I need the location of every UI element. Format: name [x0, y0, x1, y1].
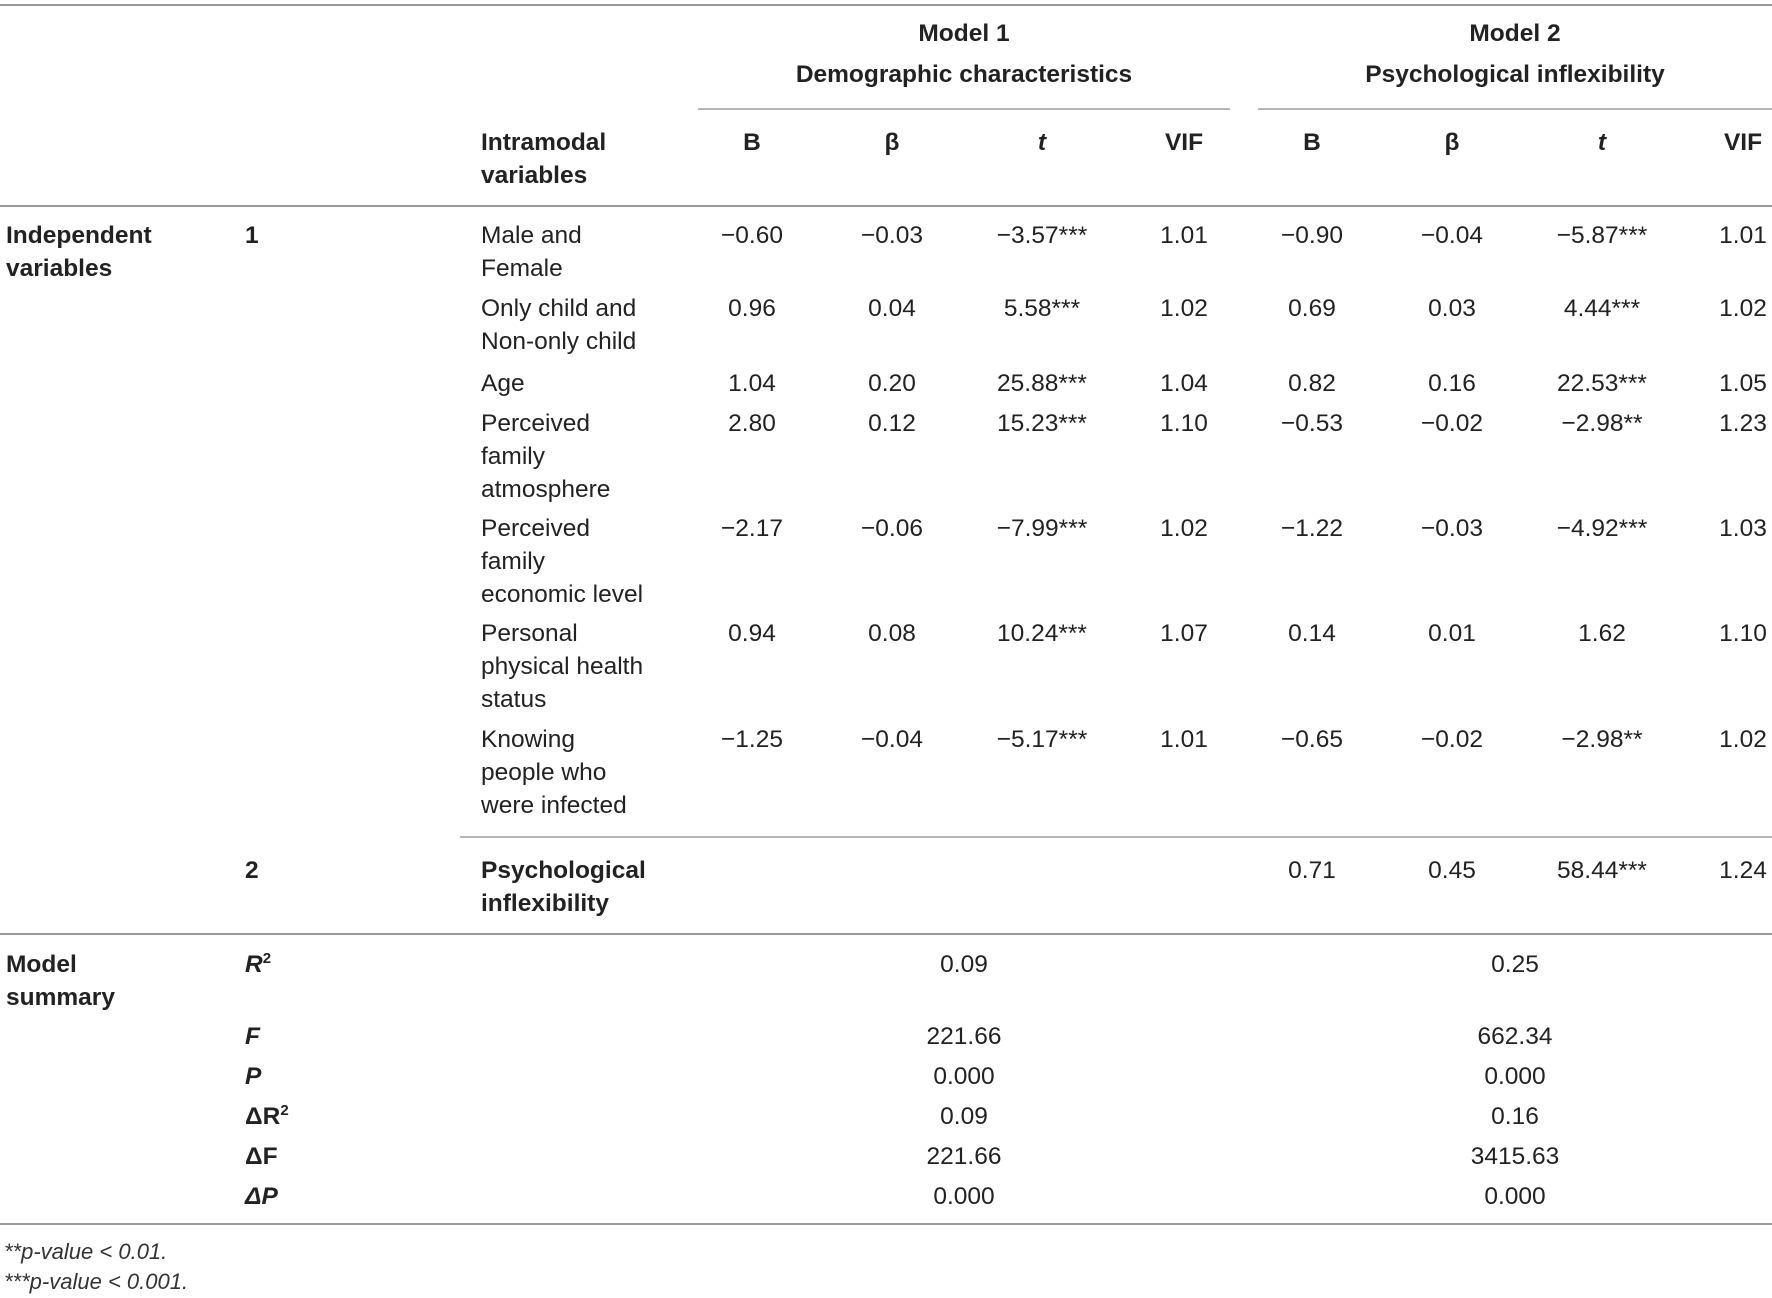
- table-cell: −0.04: [1421, 222, 1483, 249]
- variable-label: family: [481, 548, 545, 575]
- model2-subtitle: Psychological inflexibility: [1365, 61, 1665, 88]
- table-cell: −4.92***: [1556, 515, 1648, 542]
- model1-header-rule: [698, 108, 1230, 110]
- footnote-2: ***p-value < 0.001.: [4, 1269, 189, 1294]
- summary-stat-symbol: R: [245, 951, 263, 978]
- table-cell: 0.94: [728, 620, 776, 647]
- table-cell: 1.10: [1160, 410, 1208, 437]
- table-cell: −2.98**: [1561, 726, 1643, 753]
- col-header-m2-beta: β: [1444, 129, 1460, 156]
- summary-stat-symbol: ΔP: [245, 1183, 278, 1210]
- summary-stat-label: [245, 1140, 278, 1173]
- table-cell: 1.04: [728, 370, 776, 397]
- summary-value-m1: 0.000: [933, 1063, 995, 1090]
- table-cell: 1.62: [1578, 620, 1626, 647]
- psych-m2-VIF: 1.24: [1719, 857, 1767, 884]
- table-cell: −0.03: [861, 222, 923, 249]
- table-cell: 0.96: [728, 295, 776, 322]
- model1-title: Model 1: [918, 20, 1010, 47]
- table-cell: −1.25: [721, 726, 783, 753]
- table-cell: −7.99***: [996, 515, 1088, 542]
- summary-value-m1: 221.66: [926, 1023, 1002, 1050]
- variable-label: family: [481, 443, 545, 470]
- table-cell: 0.12: [868, 410, 916, 437]
- col-header-m1-VIF: VIF: [1164, 129, 1204, 156]
- model1-subtitle: Demographic characteristics: [795, 61, 1133, 88]
- model-summary-label-line2: summary: [6, 984, 115, 1011]
- summary-stat-symbol: F: [245, 1023, 260, 1050]
- variable-label: atmosphere: [481, 476, 611, 503]
- table-cell: 1.02: [1719, 295, 1767, 322]
- table-top-rule: [0, 4, 1772, 6]
- variable-label: Age: [481, 370, 525, 397]
- table-cell: 1.01: [1160, 726, 1208, 753]
- header-bottom-rule: [0, 205, 1772, 207]
- summary-value-m1: 0.09: [940, 951, 988, 978]
- table-cell: 22.53***: [1557, 370, 1647, 397]
- summary-value-m2: 0.000: [1484, 1063, 1546, 1090]
- table-cell: −5.87***: [1556, 222, 1648, 249]
- table-cell: 0.82: [1288, 370, 1336, 397]
- col-header-m2-t: t: [1597, 129, 1607, 156]
- table-cell: 1.01: [1719, 222, 1767, 249]
- variable-label: Female: [481, 255, 563, 282]
- table-cell: 0.14: [1288, 620, 1336, 647]
- summary-stat-label: [245, 1020, 260, 1053]
- summary-value-m2: 662.34: [1477, 1023, 1553, 1050]
- col-header-m1-t: t: [1037, 129, 1047, 156]
- table-cell: 0.01: [1428, 620, 1476, 647]
- table-cell: 1.10: [1719, 620, 1767, 647]
- table-cell: 4.44***: [1563, 295, 1641, 322]
- psych-m2-beta: 0.45: [1428, 857, 1476, 884]
- table-cell: −0.65: [1281, 726, 1343, 753]
- block-1-label: 1: [245, 222, 259, 249]
- table-cell: −2.98**: [1561, 410, 1643, 437]
- summary-stat-label: [245, 1100, 289, 1133]
- table-cell: −0.60: [721, 222, 783, 249]
- psych-m2-B: 0.71: [1288, 857, 1336, 884]
- table-cell: 0.16: [1428, 370, 1476, 397]
- summary-stat-superscript: 2: [280, 1101, 289, 1119]
- variable-label: Male and: [481, 222, 582, 249]
- summary-stat-superscript: 2: [262, 949, 272, 967]
- table-cell: 1.02: [1160, 515, 1208, 542]
- psych-inflexibility-label: Psychological: [481, 857, 646, 884]
- table-cell: 1.05: [1719, 370, 1767, 397]
- block-2-label: 2: [245, 857, 259, 884]
- variable-label: Perceived: [481, 515, 590, 542]
- variable-label: economic level: [481, 581, 644, 608]
- table-cell: −0.02: [1421, 410, 1483, 437]
- summary-value-m2: 3415.63: [1470, 1143, 1560, 1170]
- table-cell: 1.23: [1719, 410, 1767, 437]
- col-header-m1-beta: β: [884, 129, 900, 156]
- table-cell: 0.04: [868, 295, 916, 322]
- variable-label: people who: [481, 759, 607, 786]
- table-cell: −0.90: [1281, 222, 1343, 249]
- table-cell: 0.08: [868, 620, 916, 647]
- summary-value-m1: 221.66: [926, 1143, 1002, 1170]
- intramodal-header-line2: variables: [481, 162, 588, 189]
- table-cell: 1.02: [1160, 295, 1208, 322]
- summary-value-m2: 0.000: [1484, 1183, 1546, 1210]
- footnote-1: **p-value < 0.01.: [4, 1239, 168, 1264]
- table-cell: 0.03: [1428, 295, 1476, 322]
- variable-label: physical health: [481, 653, 644, 680]
- variable-label: Personal: [481, 620, 578, 647]
- table-cell: 1.07: [1160, 620, 1208, 647]
- table-cell: −2.17: [721, 515, 783, 542]
- col-header-m2-VIF: VIF: [1723, 129, 1763, 156]
- variable-label: Perceived: [481, 410, 590, 437]
- summary-stat-label: [245, 948, 271, 981]
- block2-rule: [460, 836, 1772, 838]
- variable-label: Only child and: [481, 295, 637, 322]
- intramodal-header: Intramodal: [481, 129, 607, 156]
- table-cell: 0.69: [1288, 295, 1336, 322]
- summary-value-m1: 0.000: [933, 1183, 995, 1210]
- summary-stat-label: [245, 1060, 261, 1093]
- col-header-m1-B: B: [743, 129, 761, 156]
- independent-bottom-rule: [0, 933, 1772, 935]
- table-cell: 2.80: [728, 410, 776, 437]
- independent-variables-label: Independent: [6, 222, 152, 249]
- table-cell: 10.24***: [997, 620, 1087, 647]
- summary-value-m2: 0.16: [1491, 1103, 1539, 1130]
- table-cell: −0.06: [861, 515, 923, 542]
- summary-value-m1: 0.09: [940, 1103, 988, 1130]
- model-summary-label: Model: [6, 951, 77, 978]
- summary-stat-label: [245, 1180, 278, 1213]
- psych-inflexibility-label-line2: inflexibility: [481, 890, 609, 917]
- table-cell: 15.23***: [997, 410, 1087, 437]
- table-cell: −5.17***: [996, 726, 1088, 753]
- table-cell: −3.57***: [996, 222, 1088, 249]
- table-cell: −0.02: [1421, 726, 1483, 753]
- table-cell: −0.53: [1281, 410, 1343, 437]
- table-cell: 0.20: [868, 370, 916, 397]
- table-bottom-rule: [0, 1223, 1772, 1225]
- table-cell: 1.01: [1160, 222, 1208, 249]
- variable-label: Non-only child: [481, 328, 637, 355]
- table-cell: 25.88***: [997, 370, 1087, 397]
- summary-stat-symbol: ΔR: [245, 1103, 281, 1130]
- summary-stat-symbol: P: [245, 1063, 262, 1090]
- table-cell: 1.03: [1719, 515, 1767, 542]
- summary-value-m2: 0.25: [1491, 951, 1539, 978]
- table-cell: −1.22: [1281, 515, 1343, 542]
- variable-label: were infected: [481, 792, 627, 819]
- model2-title: Model 2: [1469, 20, 1561, 47]
- table-cell: 1.02: [1719, 726, 1767, 753]
- table-cell: −0.04: [861, 726, 923, 753]
- table-cell: −0.03: [1421, 515, 1483, 542]
- variable-label: Knowing: [481, 726, 575, 753]
- psych-m2-t: 58.44***: [1557, 857, 1647, 884]
- table-cell: 5.58***: [1003, 295, 1081, 322]
- independent-variables-label-line2: variables: [6, 255, 113, 282]
- col-header-m2-B: B: [1303, 129, 1321, 156]
- summary-stat-symbol: ΔF: [245, 1143, 278, 1170]
- table-cell: 1.04: [1160, 370, 1208, 397]
- variable-label: status: [481, 686, 547, 713]
- model2-header-rule: [1258, 108, 1772, 110]
